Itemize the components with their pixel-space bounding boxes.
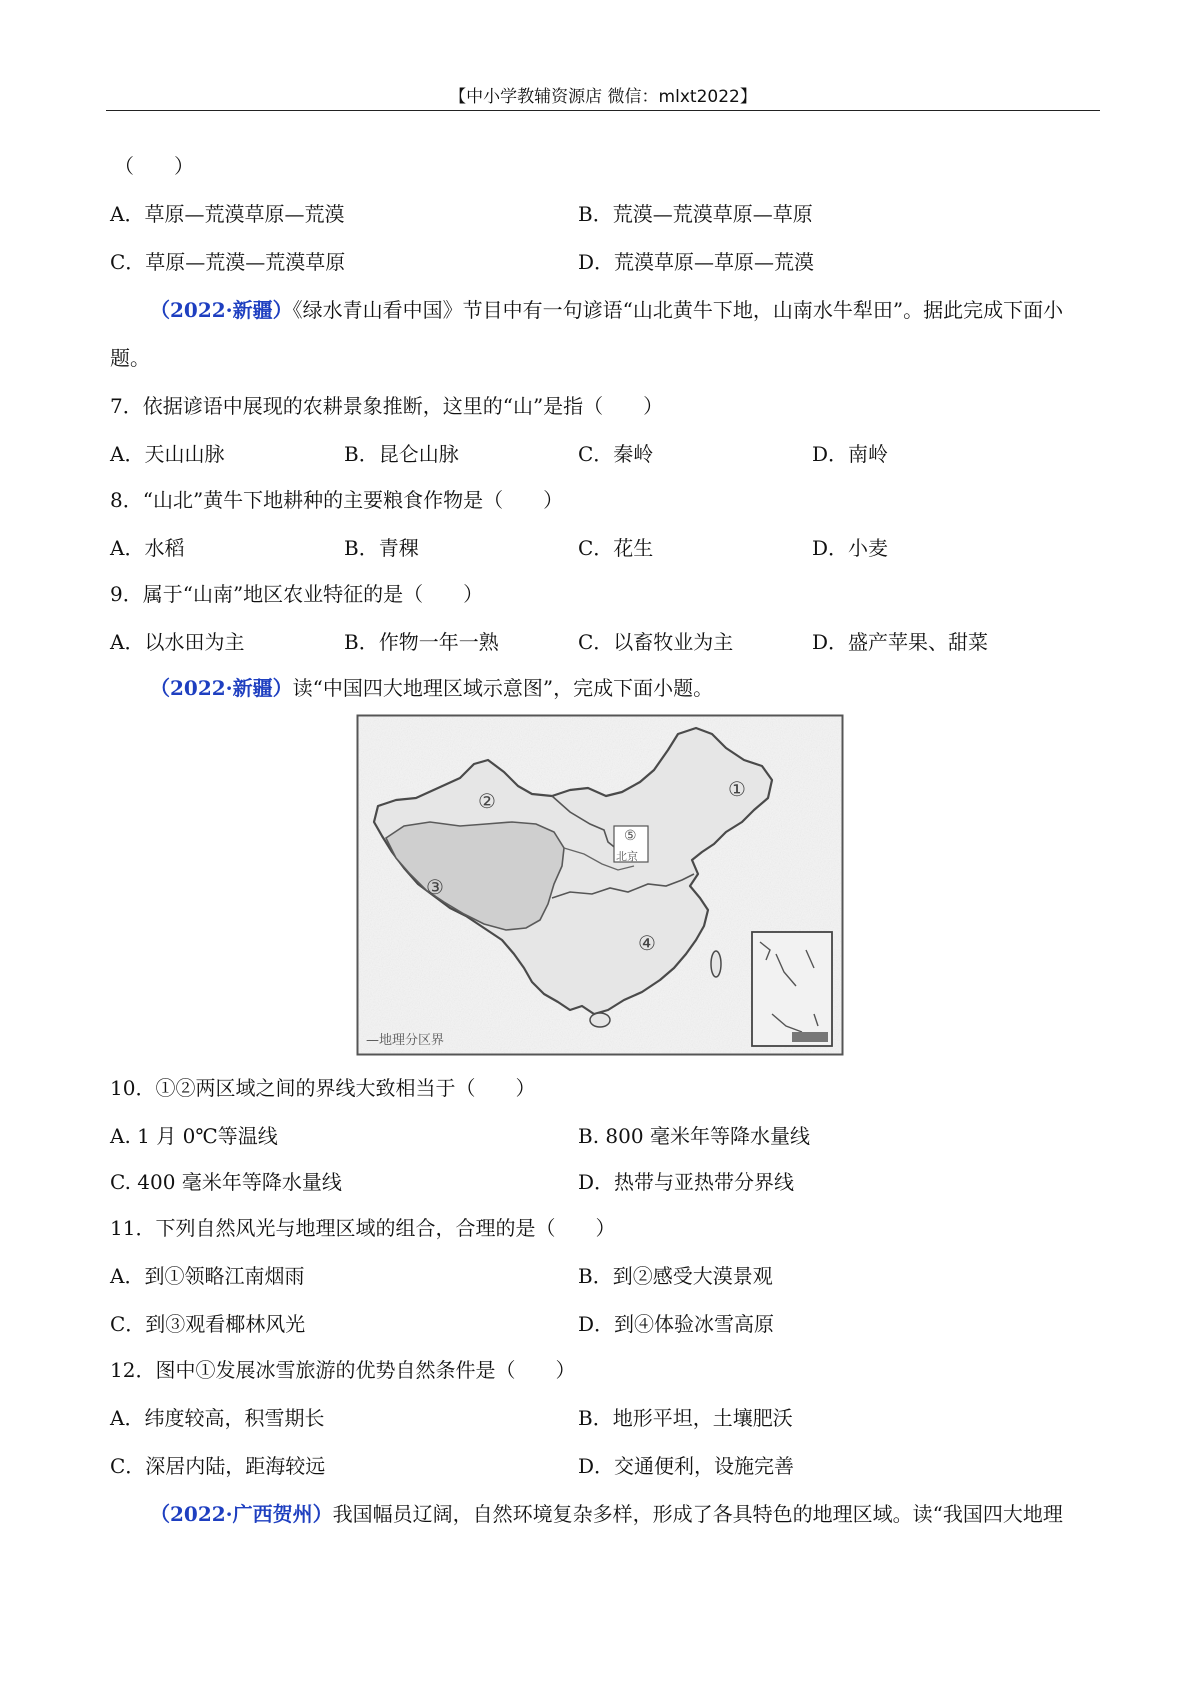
group2-text: 读“中国四大地理区域示意图”，完成下面小题。: [292, 676, 714, 700]
q7-option-a: A．天山山脉: [110, 442, 225, 466]
q7-option-d: D．南岭: [812, 442, 889, 466]
page-header: 【中小学教辅资源店 微信：mlxt2022】: [449, 87, 757, 107]
q12-option-c: C．深居内陆，距海较远: [110, 1454, 326, 1478]
q7-option-c: C．秦岭: [578, 442, 654, 466]
q7-stem: 7．依据谚语中展现的农耕景象推断，这里的“山”是指（ ）: [110, 394, 664, 418]
group1-intro: [150, 296, 1063, 324]
region-label-1: ①: [728, 777, 746, 801]
group1-text-cont: 题。: [110, 346, 150, 370]
q8-stem: 8．“山北”黄牛下地耕种的主要粮食作物是（ ）: [110, 488, 564, 512]
q11-option-a: A．到①领略江南烟雨: [110, 1264, 305, 1288]
q8-option-d: D．小麦: [812, 536, 889, 560]
q6-option-d: D．荒漠草原—草原—荒漠: [578, 250, 815, 274]
q11-option-d: D．到④体验冰雪高原: [578, 1312, 775, 1336]
china-regions-map: [356, 714, 844, 1056]
group1-source-tag: （2022·新疆）: [150, 298, 293, 322]
city-label-beijing: 北京: [616, 850, 638, 863]
q12-option-d: D．交通便利，设施完善: [578, 1454, 795, 1478]
q12-option-b: B．地形平坦，土壤肥沃: [578, 1406, 793, 1430]
q6-option-c: C．草原—荒漠—荒漠草原: [110, 250, 346, 274]
group1-text: 《绿水青山看中国》节目中有一句谚语“山北黄牛下地，山南水牛犁田”。据此完成下面小: [292, 298, 1064, 322]
q10-stem: 10．①②两区域之间的界线大致相当于（ ）: [110, 1076, 536, 1100]
header-divider: [106, 110, 1100, 111]
q9-stem: 9．属于“山南”地区农业特征的是（ ）: [110, 582, 484, 606]
q9-option-c: C．以畜牧业为主: [578, 630, 734, 654]
q10-option-d: D．热带与亚热带分界线: [578, 1170, 795, 1194]
q8-option-c: C．花生: [578, 536, 654, 560]
q12-option-a: A．纬度较高，积雪期长: [110, 1406, 325, 1430]
q10-option-a: A. 1 月 0℃等温线: [110, 1124, 278, 1148]
region-label-3: ③: [426, 875, 444, 899]
q7-option-b: B．昆仑山脉: [344, 442, 459, 466]
q6-option-a: A．草原—荒漠草原—荒漠: [110, 202, 345, 226]
region-label-2: ②: [478, 789, 496, 813]
map-legend: —地理分区界: [366, 1033, 445, 1048]
q11-stem: 11．下列自然风光与地理区域的组合，合理的是（ ）: [110, 1216, 616, 1240]
q9-option-a: A．以水田为主: [110, 630, 245, 654]
group3-text: 我国幅员辽阔，自然环境复杂多样，形成了各具特色的地理区域。读“我国四大地理: [332, 1502, 1063, 1526]
q9-option-d: D．盛产苹果、甜菜: [812, 630, 989, 654]
group2-source-tag: （2022·新疆）: [150, 676, 293, 700]
answer-blank: （ ）: [114, 154, 194, 178]
q10-option-c: C. 400 毫米年等降水量线: [110, 1170, 342, 1194]
group3-intro: [150, 1500, 1063, 1528]
q10-option-b: B. 800 毫米年等降水量线: [578, 1124, 810, 1148]
q6-option-b: B．荒漠—荒漠草原—草原: [578, 202, 813, 226]
group2-intro: [150, 674, 713, 702]
q8-option-b: B．青稞: [344, 536, 419, 560]
region-label-4: ④: [638, 931, 656, 955]
q8-option-a: A．水稻: [110, 536, 185, 560]
q12-stem: 12．图中①发展冰雪旅游的优势自然条件是（ ）: [110, 1358, 576, 1382]
q11-option-b: B．到②感受大漠景观: [578, 1264, 773, 1288]
q11-option-c: C．到③观看椰林风光: [110, 1312, 306, 1336]
svg-text:⑤: ⑤: [624, 828, 637, 844]
q9-option-b: B．作物一年一熟: [344, 630, 499, 654]
group3-source-tag: （2022·广西贺州）: [150, 1502, 333, 1526]
